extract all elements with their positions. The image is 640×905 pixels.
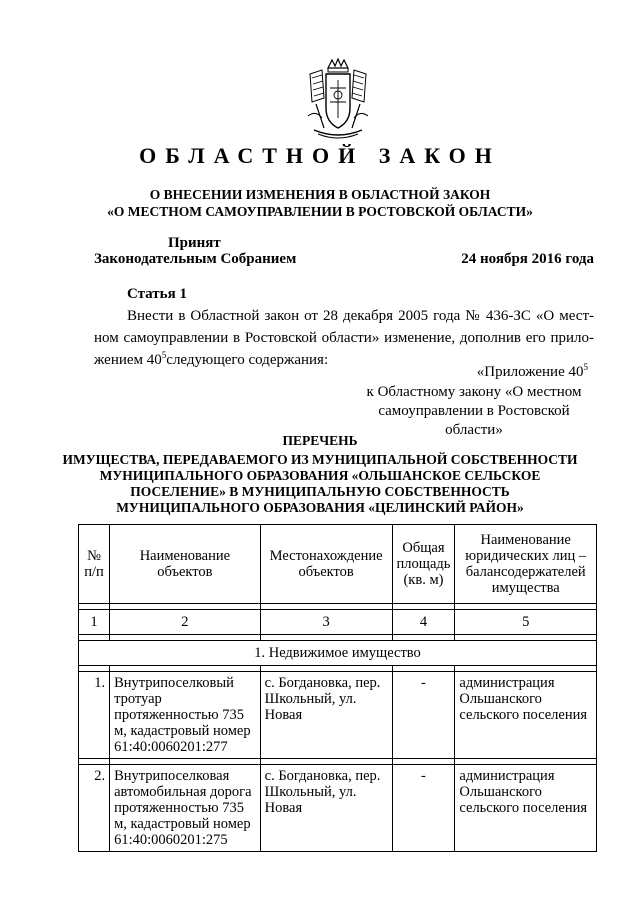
superscript: 5: [161, 350, 167, 360]
list-subtitle-line: МУНИЦИПАЛЬНОГО ОБРАЗОВАНИЯ «ЦЕЛИНСКИЙ РАЙОН»: [116, 500, 524, 515]
subtitle-line: «О МЕСТНОМ САМОУПРАВЛЕНИИ В РОСТОВСКОЙ ОБЛАСТИ»: [107, 204, 533, 219]
paragraph-line: Внести в Областной закон от 28 декабря 2005 года № 436-ЗС «О мест-: [127, 308, 594, 324]
table-row: [79, 765, 597, 852]
header-name: Наименование объектов: [110, 525, 261, 604]
balance-holder: администрация Ольшанского сельского поселения: [455, 765, 597, 852]
document-subtitle: [0, 186, 640, 220]
table-header-row: [79, 525, 597, 604]
column-number-row: [79, 610, 597, 635]
header-num: № п/п: [79, 525, 110, 604]
paragraph-text: следующего содержания:: [166, 352, 329, 368]
subtitle-line: О ВНЕСЕНИИ ИЗМЕНЕНИЯ В ОБЛАСТНОЙ ЗАКОН: [149, 187, 491, 202]
paragraph-line: ном самоуправлении в Ростовской области» изменение, дополнив его прило-: [94, 330, 594, 346]
appendix-text: «Приложение 40: [476, 364, 584, 380]
column-number: 3: [260, 610, 392, 635]
object-location: с. Богдановка, пер. Школьный, ул. Новая: [260, 672, 392, 759]
superscript: 5: [583, 362, 588, 372]
column-number: 4: [392, 610, 455, 635]
object-area: -: [392, 672, 455, 759]
row-number: 2.: [79, 765, 110, 852]
column-number: 2: [110, 610, 261, 635]
balance-holder: администрация Ольшанского сельского поселения: [455, 672, 597, 759]
appendix-reference-line: самоуправлении в Ростовской области»: [378, 403, 570, 438]
property-table: [78, 524, 597, 852]
section-row: [79, 641, 597, 666]
object-location: с. Богдановка, пер. Школьный, ул. Новая: [260, 765, 392, 852]
list-subtitle: [0, 452, 640, 516]
document-title: ОБЛАСТНОЙ ЗАКОН: [139, 143, 501, 168]
object-area: -: [392, 765, 455, 852]
column-number: 1: [79, 610, 110, 635]
object-name: Внутрипоселковая автомобильная дорога протяженностью 735 м, кадастровый номер 61:40:0060201:275: [110, 765, 261, 852]
article-heading: Статья 1: [127, 286, 187, 302]
list-subtitle-line: ИМУЩЕСТВА, ПЕРЕДАВАЕМОГО ИЗ МУНИЦИПАЛЬНОЙ СОБСТВЕННОСТИ: [62, 452, 578, 467]
object-name: Внутрипоселковый тротуар протяженностью 735 м, кадастровый номер 61:40:0060201:277: [110, 672, 261, 759]
header-holder: Наименование юридических лиц – балансодержателей имущества: [455, 525, 597, 604]
appendix-label: [477, 362, 588, 382]
header-location: Местонахождение объектов: [260, 525, 392, 604]
list-subtitle-line: ПОСЕЛЕНИЕ» В МУНИЦИПАЛЬНУЮ СОБСТВЕННОСТЬ: [130, 484, 510, 499]
adopted-label: Принят: [168, 235, 221, 251]
coat-of-arms-emblem: [302, 58, 374, 142]
adopted-date: 24 ноября 2016 года: [461, 251, 594, 267]
appendix-reference: [354, 383, 594, 440]
section-heading: 1. Недвижимое имущество: [79, 641, 597, 666]
appendix-reference-line: к Областному закону «О местном: [366, 384, 582, 400]
table-row: [79, 672, 597, 759]
adopted-by: Законодательным Собранием: [94, 251, 297, 267]
list-title: ПЕРЕЧЕНЬ: [282, 433, 358, 448]
column-number: 5: [455, 610, 597, 635]
row-number: 1.: [79, 672, 110, 759]
paragraph-text: жением 40: [94, 352, 162, 368]
list-subtitle-line: МУНИЦИПАЛЬНОГО ОБРАЗОВАНИЯ «ОЛЬШАНСКОЕ СЕЛЬСКОЕ: [99, 468, 541, 483]
header-area: Общая площадь (кв. м): [392, 525, 455, 604]
